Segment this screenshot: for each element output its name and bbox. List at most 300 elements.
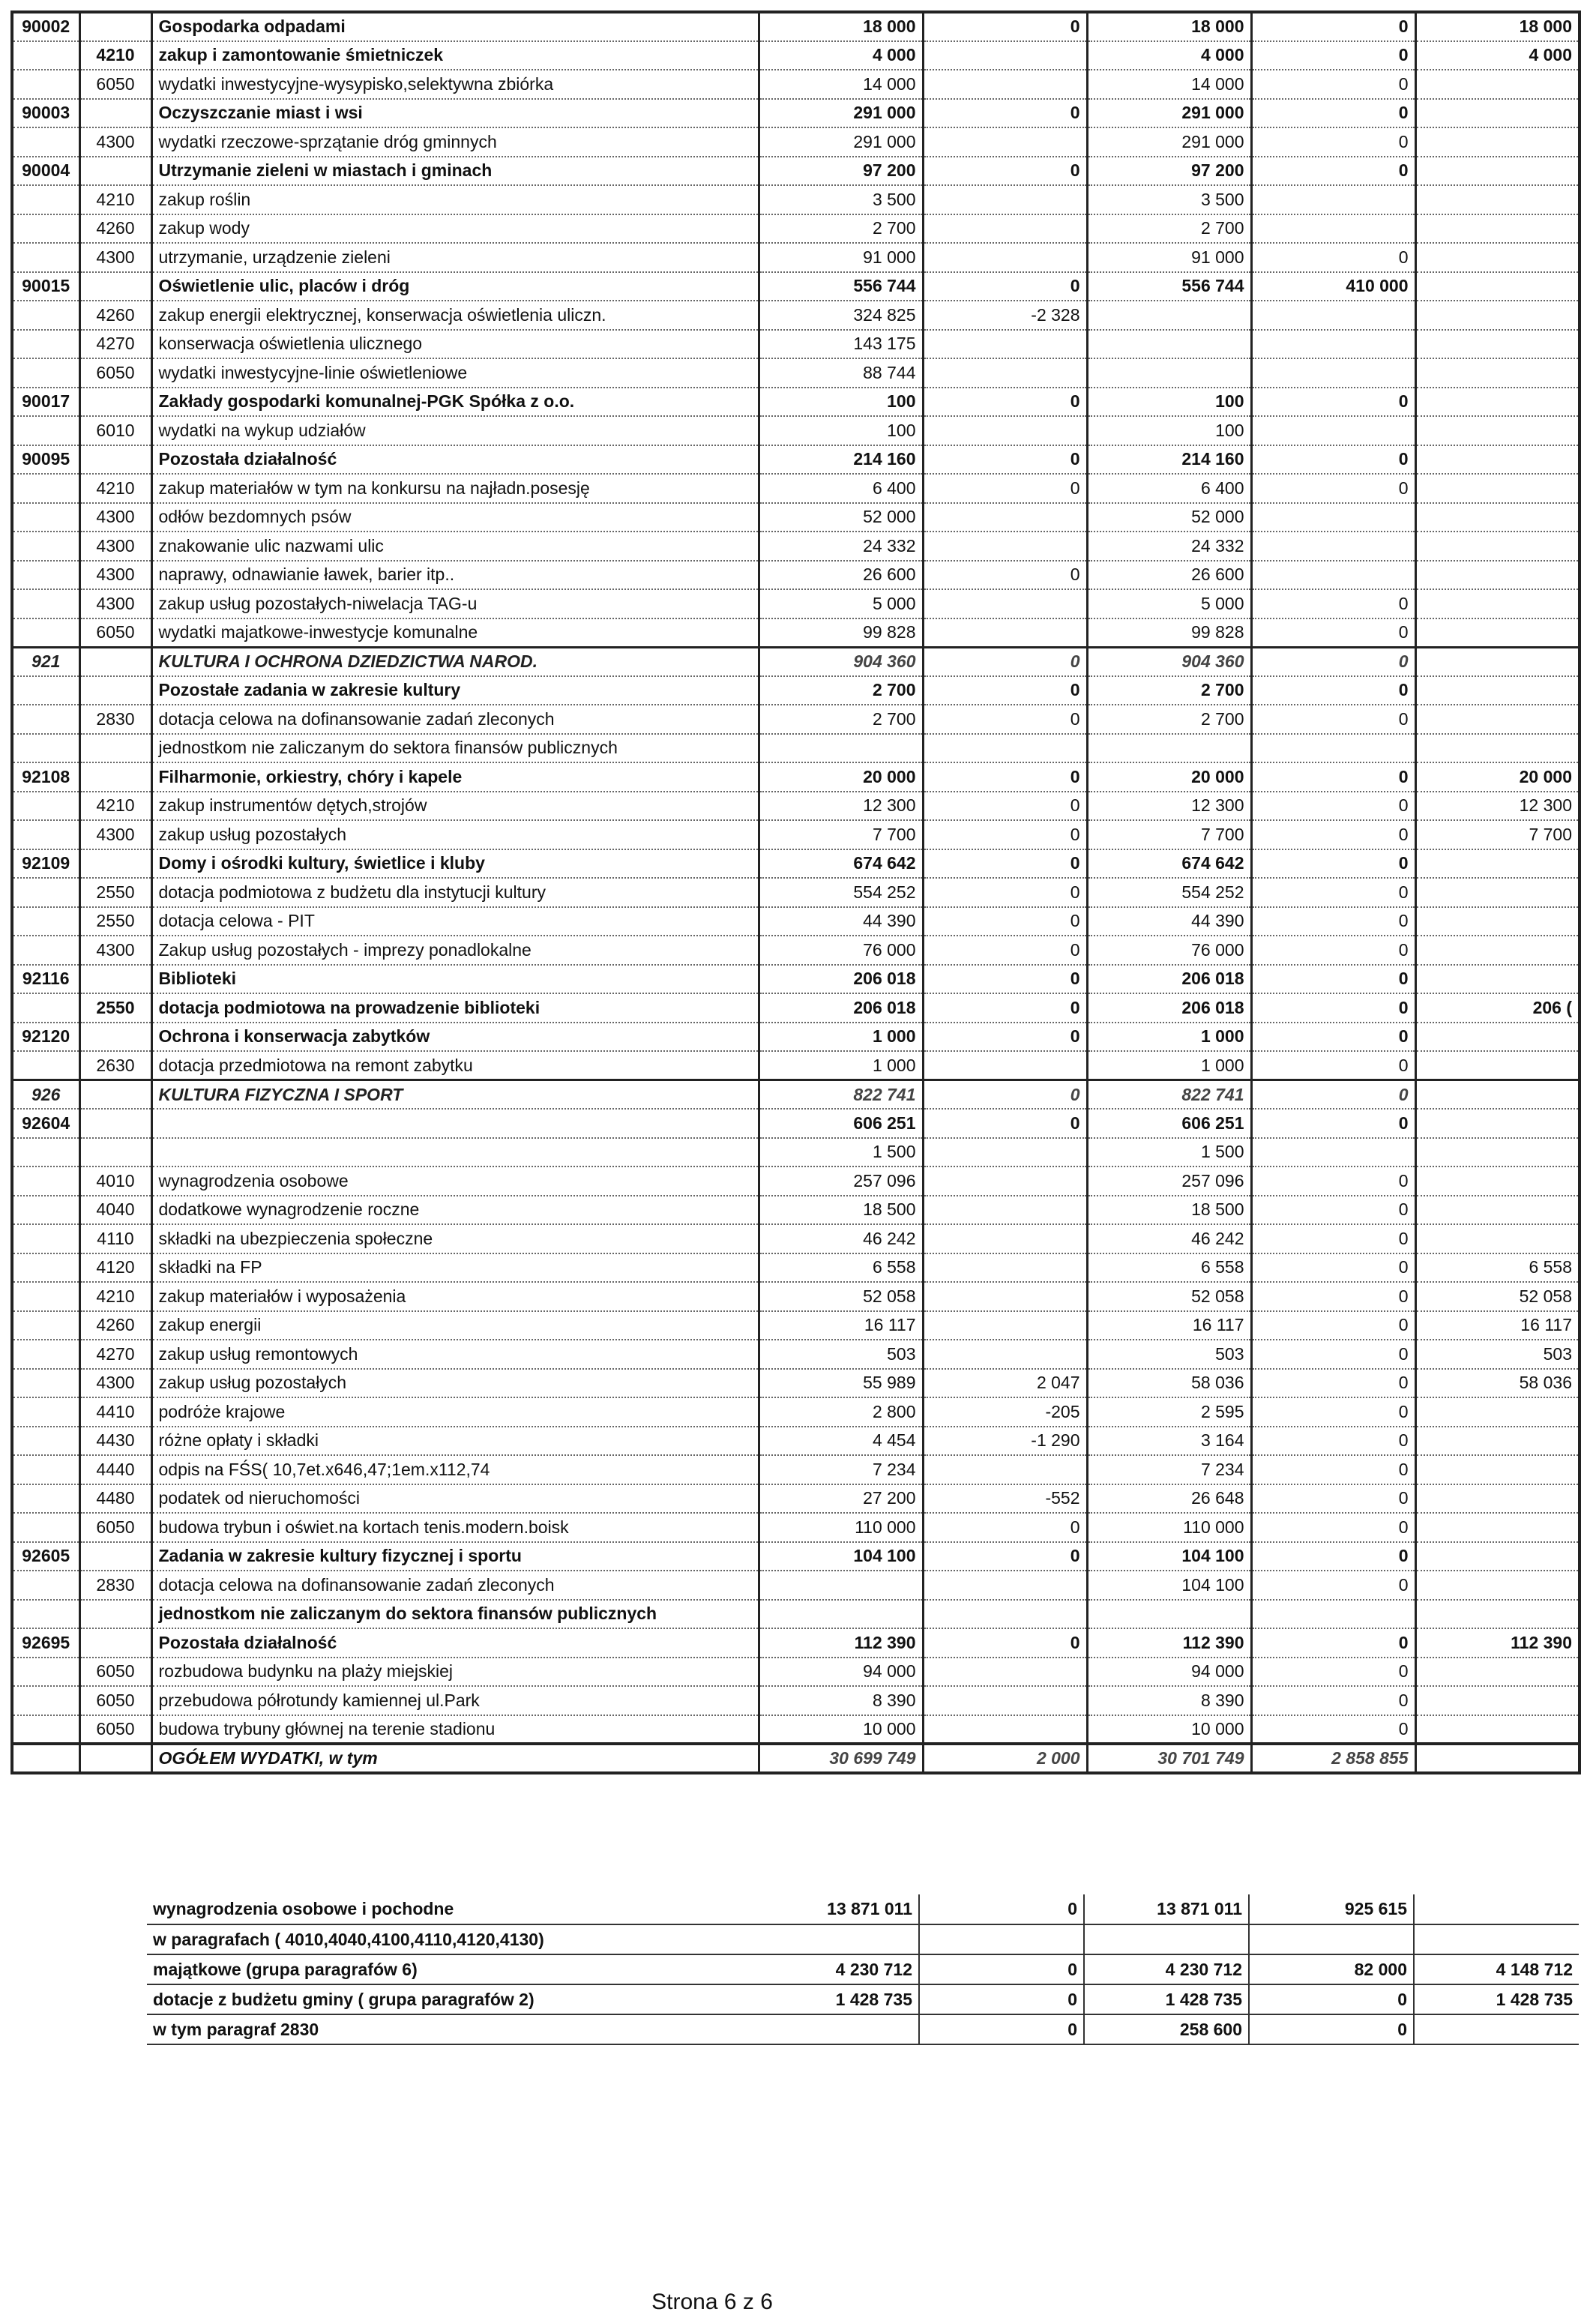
change-amount: 0 <box>923 474 1087 503</box>
item-description: różne opłaty i składki <box>151 1427 759 1456</box>
amount-col-4: 0 <box>1251 1166 1415 1196</box>
change-amount <box>923 1571 1087 1600</box>
amount-col-5: 6 558 <box>1415 1253 1580 1283</box>
paragraph-code: 6050 <box>79 1513 151 1542</box>
amount-col-4 <box>1251 1138 1415 1167</box>
item-description: jednostkom nie zaliczanym do sektora finansów publicznych <box>151 1600 759 1629</box>
amount-col-4: 0 <box>1251 1484 1415 1514</box>
table-row <box>12 272 1580 301</box>
plan-after-change: 2 700 <box>1087 705 1251 734</box>
amount-col-4: 0 <box>1251 618 1415 648</box>
plan-after-change: 2 595 <box>1087 1397 1251 1427</box>
plan-amount: 16 117 <box>759 1311 923 1340</box>
amount-col-4: 0 <box>1251 12 1415 41</box>
table-row <box>12 1513 1580 1542</box>
plan-after-change: 100 <box>1087 416 1251 445</box>
paragraph-code <box>79 1744 151 1773</box>
table-row <box>12 1138 1580 1167</box>
plan-after-change: 606 251 <box>1087 1109 1251 1138</box>
summary-description: dotacje z budżetu gminy ( grupa paragrafów 2) <box>147 1984 754 2014</box>
change-amount <box>923 70 1087 99</box>
plan-after-change: 10 000 <box>1087 1715 1251 1744</box>
amount-col-5 <box>1415 1542 1580 1571</box>
division-code <box>12 214 79 244</box>
division-code <box>12 993 79 1023</box>
paragraph-code: 4040 <box>79 1196 151 1225</box>
amount-col-5 <box>1415 907 1580 936</box>
plan-after-change: 52 000 <box>1087 503 1251 532</box>
item-description: konserwacja oświetlenia ulicznego <box>151 330 759 359</box>
amount-col-5 <box>1415 1166 1580 1196</box>
division-code: 921 <box>12 647 79 676</box>
amount-col-5 <box>1415 1427 1580 1456</box>
amount-col-5 <box>1415 589 1580 618</box>
item-description: dotacja celowa - PIT <box>151 907 759 936</box>
plan-amount: 24 332 <box>759 532 923 561</box>
change-amount <box>923 618 1087 648</box>
change-amount <box>923 243 1087 272</box>
division-code <box>12 561 79 590</box>
change-amount <box>923 416 1087 445</box>
amount-col-4: 0 <box>1251 1282 1415 1311</box>
plan-amount: 2 700 <box>759 214 923 244</box>
plan-amount: 8 390 <box>759 1686 923 1715</box>
division-code <box>12 907 79 936</box>
change-amount: 0 <box>923 388 1087 417</box>
table-row <box>12 618 1580 648</box>
amount-col-5 <box>1415 503 1580 532</box>
paragraph-code <box>79 445 151 475</box>
summary-plan: 4 230 712 <box>754 1954 919 1984</box>
summary-change: 0 <box>919 1954 1084 1984</box>
plan-after-change: 104 100 <box>1087 1571 1251 1600</box>
amount-col-4: 0 <box>1251 1397 1415 1427</box>
amount-col-4: 0 <box>1251 1571 1415 1600</box>
item-description: znakowanie ulic nazwami ulic <box>151 532 759 561</box>
plan-after-change: 18 000 <box>1087 12 1251 41</box>
amount-col-5 <box>1415 849 1580 879</box>
amount-col-4: 0 <box>1251 1715 1415 1744</box>
plan-after-change: 503 <box>1087 1340 1251 1369</box>
item-description: utrzymanie, urządzenie zieleni <box>151 243 759 272</box>
plan-after-change: 8 390 <box>1087 1686 1251 1715</box>
table-row <box>12 301 1580 330</box>
plan-amount: 1 000 <box>759 1051 923 1080</box>
plan-after-change: 94 000 <box>1087 1658 1251 1687</box>
summary-plan <box>754 2014 919 2044</box>
division-code: 90003 <box>12 99 79 128</box>
item-description: wydatki rzeczowe-sprzątanie dróg gminnych <box>151 127 759 157</box>
table-row <box>12 243 1580 272</box>
plan-after-change: 3 164 <box>1087 1427 1251 1456</box>
plan-after-change: 4 000 <box>1087 41 1251 70</box>
plan-amount: 3 500 <box>759 185 923 214</box>
table-row <box>12 1311 1580 1340</box>
item-description: Oświetlenie ulic, placów i dróg <box>151 272 759 301</box>
amount-col-5 <box>1415 532 1580 561</box>
plan-after-change: 110 000 <box>1087 1513 1251 1542</box>
amount-col-5 <box>1415 1484 1580 1514</box>
amount-col-5 <box>1415 243 1580 272</box>
amount-col-4: 0 <box>1251 647 1415 676</box>
budget-expenditure-table <box>10 10 1581 1774</box>
change-amount: 0 <box>923 820 1087 849</box>
paragraph-code <box>79 965 151 994</box>
division-code: 92108 <box>12 762 79 792</box>
change-amount <box>923 41 1087 70</box>
division-code <box>12 1715 79 1744</box>
change-amount <box>923 1686 1087 1715</box>
plan-after-change: 6 558 <box>1087 1253 1251 1283</box>
item-description: wydatki inwestycyjne-linie oświetleniowe <box>151 358 759 388</box>
amount-col-4: 2 858 855 <box>1251 1744 1415 1773</box>
change-amount: 0 <box>923 157 1087 186</box>
division-code <box>12 792 79 821</box>
summary-change: 0 <box>919 1984 1084 2014</box>
amount-col-5: 18 000 <box>1415 12 1580 41</box>
table-row <box>12 1023 1580 1052</box>
plan-amount: 52 000 <box>759 503 923 532</box>
table-row <box>12 70 1580 99</box>
division-code <box>12 301 79 330</box>
amount-col-5 <box>1415 272 1580 301</box>
summary-col-5: 1 428 735 <box>1414 1984 1579 2014</box>
table-row <box>12 12 1580 41</box>
plan-amount: 7 234 <box>759 1455 923 1484</box>
page-number: Strona 6 z 6 <box>651 2290 773 2314</box>
plan-amount: 4 000 <box>759 41 923 70</box>
table-row <box>12 532 1580 561</box>
summary-description: w paragrafach ( 4010,4040,4100,4110,4120,4130) <box>147 1924 754 1954</box>
item-description: Biblioteki <box>151 965 759 994</box>
plan-after-change: 904 360 <box>1087 647 1251 676</box>
change-amount <box>923 1166 1087 1196</box>
amount-col-5 <box>1415 1513 1580 1542</box>
plan-after-change: 6 400 <box>1087 474 1251 503</box>
paragraph-code: 6010 <box>79 416 151 445</box>
plan-after-change: 291 000 <box>1087 127 1251 157</box>
item-description <box>151 1109 759 1138</box>
amount-col-4: 0 <box>1251 1023 1415 1052</box>
change-amount: 0 <box>923 849 1087 879</box>
plan-amount: 94 000 <box>759 1658 923 1687</box>
plan-after-change: 91 000 <box>1087 243 1251 272</box>
summary-plan <box>754 1924 919 1954</box>
change-amount: 0 <box>923 1023 1087 1052</box>
plan-amount: 12 300 <box>759 792 923 821</box>
summary-row <box>147 2014 1579 2044</box>
table-row <box>12 1166 1580 1196</box>
change-amount <box>923 1253 1087 1283</box>
summary-change: 0 <box>919 2014 1084 2044</box>
change-amount <box>923 1196 1087 1225</box>
paragraph-code <box>79 1542 151 1571</box>
amount-col-5 <box>1415 416 1580 445</box>
change-amount <box>923 127 1087 157</box>
division-code <box>12 532 79 561</box>
item-description: dotacja celowa na dofinansowanie zadań zleconych <box>151 705 759 734</box>
paragraph-code: 4120 <box>79 1253 151 1283</box>
division-code <box>12 1369 79 1398</box>
division-code: 926 <box>12 1080 79 1110</box>
paragraph-code: 6050 <box>79 70 151 99</box>
plan-amount: 324 825 <box>759 301 923 330</box>
summary-plan: 1 428 735 <box>754 1984 919 2014</box>
amount-col-5 <box>1415 1196 1580 1225</box>
plan-after-change: 44 390 <box>1087 907 1251 936</box>
amount-col-4 <box>1251 1600 1415 1629</box>
division-code <box>12 70 79 99</box>
amount-col-5 <box>1415 1744 1580 1773</box>
paragraph-code: 6050 <box>79 1686 151 1715</box>
table-row <box>12 849 1580 879</box>
division-code: 90004 <box>12 157 79 186</box>
amount-col-5: 20 000 <box>1415 762 1580 792</box>
paragraph-code: 4300 <box>79 820 151 849</box>
plan-after-change: 822 741 <box>1087 1080 1251 1110</box>
plan-after-change: 14 000 <box>1087 70 1251 99</box>
paragraph-code <box>79 388 151 417</box>
paragraph-code: 4210 <box>79 474 151 503</box>
change-amount <box>923 734 1087 763</box>
paragraph-code: 2550 <box>79 878 151 907</box>
plan-amount: 2 700 <box>759 676 923 705</box>
change-amount: 0 <box>923 561 1087 590</box>
summary-col-5 <box>1414 1924 1579 1954</box>
item-description: zakup materiałów w tym na konkursu na najładn.posesję <box>151 474 759 503</box>
item-description: przebudowa półrotundy kamiennej ul.Park <box>151 1686 759 1715</box>
item-description: podróże krajowe <box>151 1397 759 1427</box>
division-code <box>12 878 79 907</box>
change-amount: 0 <box>923 272 1087 301</box>
division-code <box>12 1166 79 1196</box>
amount-col-5 <box>1415 1051 1580 1080</box>
amount-col-4: 0 <box>1251 1340 1415 1369</box>
plan-amount: 4 454 <box>759 1427 923 1456</box>
plan-after-change: 257 096 <box>1087 1166 1251 1196</box>
amount-col-4: 0 <box>1251 1109 1415 1138</box>
plan-after-change <box>1087 1600 1251 1629</box>
item-description: Zakłady gospodarki komunalnej-PGK Spółka z o.o. <box>151 388 759 417</box>
plan-amount: 606 251 <box>759 1109 923 1138</box>
paragraph-code: 6050 <box>79 618 151 648</box>
plan-after-change: 674 642 <box>1087 849 1251 879</box>
paragraph-code <box>79 849 151 879</box>
division-code <box>12 1340 79 1369</box>
plan-after-change: 46 242 <box>1087 1224 1251 1253</box>
amount-col-4 <box>1251 214 1415 244</box>
table-row <box>12 41 1580 70</box>
amount-col-4: 0 <box>1251 388 1415 417</box>
section-row <box>12 647 1580 676</box>
plan-amount: 1 500 <box>759 1138 923 1167</box>
table-row <box>12 157 1580 186</box>
plan-amount: 91 000 <box>759 243 923 272</box>
item-description: Gospodarka odpadami <box>151 12 759 41</box>
plan-after-change: 20 000 <box>1087 762 1251 792</box>
paragraph-code: 2830 <box>79 1571 151 1600</box>
table-row <box>12 936 1580 965</box>
item-description: składki na ubezpieczenia społeczne <box>151 1224 759 1253</box>
item-description: jednostkom nie zaliczanym do sektora finansów publicznych <box>151 734 759 763</box>
plan-amount: 76 000 <box>759 936 923 965</box>
paragraph-code: 6050 <box>79 358 151 388</box>
summary-after: 13 871 011 <box>1084 1894 1249 1924</box>
change-amount <box>923 358 1087 388</box>
table-row <box>12 1686 1580 1715</box>
table-row <box>12 1196 1580 1225</box>
amount-col-5 <box>1415 157 1580 186</box>
division-code <box>12 589 79 618</box>
amount-col-4: 0 <box>1251 907 1415 936</box>
amount-col-4: 0 <box>1251 1080 1415 1110</box>
amount-col-4 <box>1251 503 1415 532</box>
table-row <box>12 1715 1580 1744</box>
amount-col-5 <box>1415 127 1580 157</box>
total-row <box>12 1744 1580 1773</box>
amount-col-4 <box>1251 532 1415 561</box>
division-code: 92116 <box>12 965 79 994</box>
amount-col-5 <box>1415 734 1580 763</box>
change-amount <box>923 1282 1087 1311</box>
summary-row <box>147 1954 1579 1984</box>
paragraph-code: 4440 <box>79 1455 151 1484</box>
change-amount: -2 328 <box>923 301 1087 330</box>
plan-after-change <box>1087 330 1251 359</box>
division-code <box>12 1282 79 1311</box>
amount-col-5 <box>1415 1080 1580 1110</box>
table-row <box>12 965 1580 994</box>
plan-amount: 503 <box>759 1340 923 1369</box>
paragraph-code <box>79 734 151 763</box>
amount-col-5: 4 000 <box>1415 41 1580 70</box>
change-amount <box>923 330 1087 359</box>
plan-amount: 55 989 <box>759 1369 923 1398</box>
item-description: Domy i ośrodki kultury, świetlice i kluby <box>151 849 759 879</box>
amount-col-5: 112 390 <box>1415 1628 1580 1658</box>
amount-col-4: 0 <box>1251 41 1415 70</box>
table-row <box>12 762 1580 792</box>
amount-col-5 <box>1415 1397 1580 1427</box>
plan-after-change: 2 700 <box>1087 214 1251 244</box>
plan-after-change: 112 390 <box>1087 1628 1251 1658</box>
paragraph-code: 4300 <box>79 561 151 590</box>
amount-col-4: 0 <box>1251 157 1415 186</box>
plan-after-change: 99 828 <box>1087 618 1251 648</box>
paragraph-code: 4300 <box>79 589 151 618</box>
change-amount: 0 <box>923 907 1087 936</box>
division-code <box>12 676 79 705</box>
plan-amount: 88 744 <box>759 358 923 388</box>
paragraph-code <box>79 157 151 186</box>
division-code <box>12 936 79 965</box>
paragraph-code <box>79 647 151 676</box>
plan-amount: 18 500 <box>759 1196 923 1225</box>
paragraph-code: 2830 <box>79 705 151 734</box>
summary-description: wynagrodzenia osobowe i pochodne <box>147 1894 754 1924</box>
division-code: 90017 <box>12 388 79 417</box>
plan-amount: 27 200 <box>759 1484 923 1514</box>
change-amount: 0 <box>923 878 1087 907</box>
amount-col-4: 0 <box>1251 1542 1415 1571</box>
summary-plan: 13 871 011 <box>754 1894 919 1924</box>
plan-after-change: 97 200 <box>1087 157 1251 186</box>
paragraph-code: 4010 <box>79 1166 151 1196</box>
summary-col-5 <box>1414 2014 1579 2044</box>
paragraph-code: 4210 <box>79 792 151 821</box>
division-code <box>12 243 79 272</box>
plan-amount: 206 018 <box>759 993 923 1023</box>
change-amount <box>923 1455 1087 1484</box>
table-row <box>12 1427 1580 1456</box>
item-description: zakup materiałów i wyposażenia <box>151 1282 759 1311</box>
plan-after-change: 76 000 <box>1087 936 1251 965</box>
plan-after-change: 206 018 <box>1087 993 1251 1023</box>
amount-col-5 <box>1415 445 1580 475</box>
amount-col-4: 0 <box>1251 820 1415 849</box>
item-description: Oczyszczanie miast i wsi <box>151 99 759 128</box>
amount-col-4: 0 <box>1251 1253 1415 1283</box>
change-amount: 0 <box>923 762 1087 792</box>
table-row <box>12 1658 1580 1687</box>
change-amount: 0 <box>923 445 1087 475</box>
amount-col-4: 0 <box>1251 849 1415 879</box>
amount-col-4: 0 <box>1251 993 1415 1023</box>
change-amount <box>923 1340 1087 1369</box>
change-amount: 0 <box>923 1542 1087 1571</box>
paragraph-code: 4300 <box>79 503 151 532</box>
amount-col-4: 0 <box>1251 1369 1415 1398</box>
plan-after-change: 1 000 <box>1087 1051 1251 1080</box>
amount-col-5: 7 700 <box>1415 820 1580 849</box>
plan-after-change: 7 700 <box>1087 820 1251 849</box>
amount-col-4: 0 <box>1251 1051 1415 1080</box>
summary-row <box>147 1924 1579 1954</box>
item-description: OGÓŁEM WYDATKI, w tym <box>151 1744 759 1773</box>
amount-col-5 <box>1415 1109 1580 1138</box>
amount-col-5 <box>1415 1658 1580 1687</box>
amount-col-4 <box>1251 185 1415 214</box>
paragraph-code: 4210 <box>79 185 151 214</box>
item-description: zakup usług pozostałych <box>151 820 759 849</box>
change-amount: 0 <box>923 993 1087 1023</box>
division-code <box>12 1686 79 1715</box>
summary-after: 1 428 735 <box>1084 1984 1249 2014</box>
item-description: Filharmonie, orkiestry, chóry i kapele <box>151 762 759 792</box>
amount-col-4: 0 <box>1251 243 1415 272</box>
amount-col-5 <box>1415 1715 1580 1744</box>
plan-after-change: 52 058 <box>1087 1282 1251 1311</box>
change-amount: 2 000 <box>923 1744 1087 1773</box>
change-amount: 0 <box>923 792 1087 821</box>
change-amount: 0 <box>923 936 1087 965</box>
plan-after-change: 556 744 <box>1087 272 1251 301</box>
item-description: Pozostałe zadania w zakresie kultury <box>151 676 759 705</box>
amount-col-4: 0 <box>1251 762 1415 792</box>
amount-col-5 <box>1415 936 1580 965</box>
plan-after-change <box>1087 358 1251 388</box>
plan-amount: 20 000 <box>759 762 923 792</box>
summary-description: w tym paragraf 2830 <box>147 2014 754 2044</box>
change-amount <box>923 1224 1087 1253</box>
amount-col-5 <box>1415 1600 1580 1629</box>
division-code <box>12 1224 79 1253</box>
plan-amount: 100 <box>759 416 923 445</box>
item-description: dotacja podmiotowa z budżetu dla instytucji kultury <box>151 878 759 907</box>
division-code <box>12 1571 79 1600</box>
division-code <box>12 1513 79 1542</box>
plan-amount: 6 400 <box>759 474 923 503</box>
